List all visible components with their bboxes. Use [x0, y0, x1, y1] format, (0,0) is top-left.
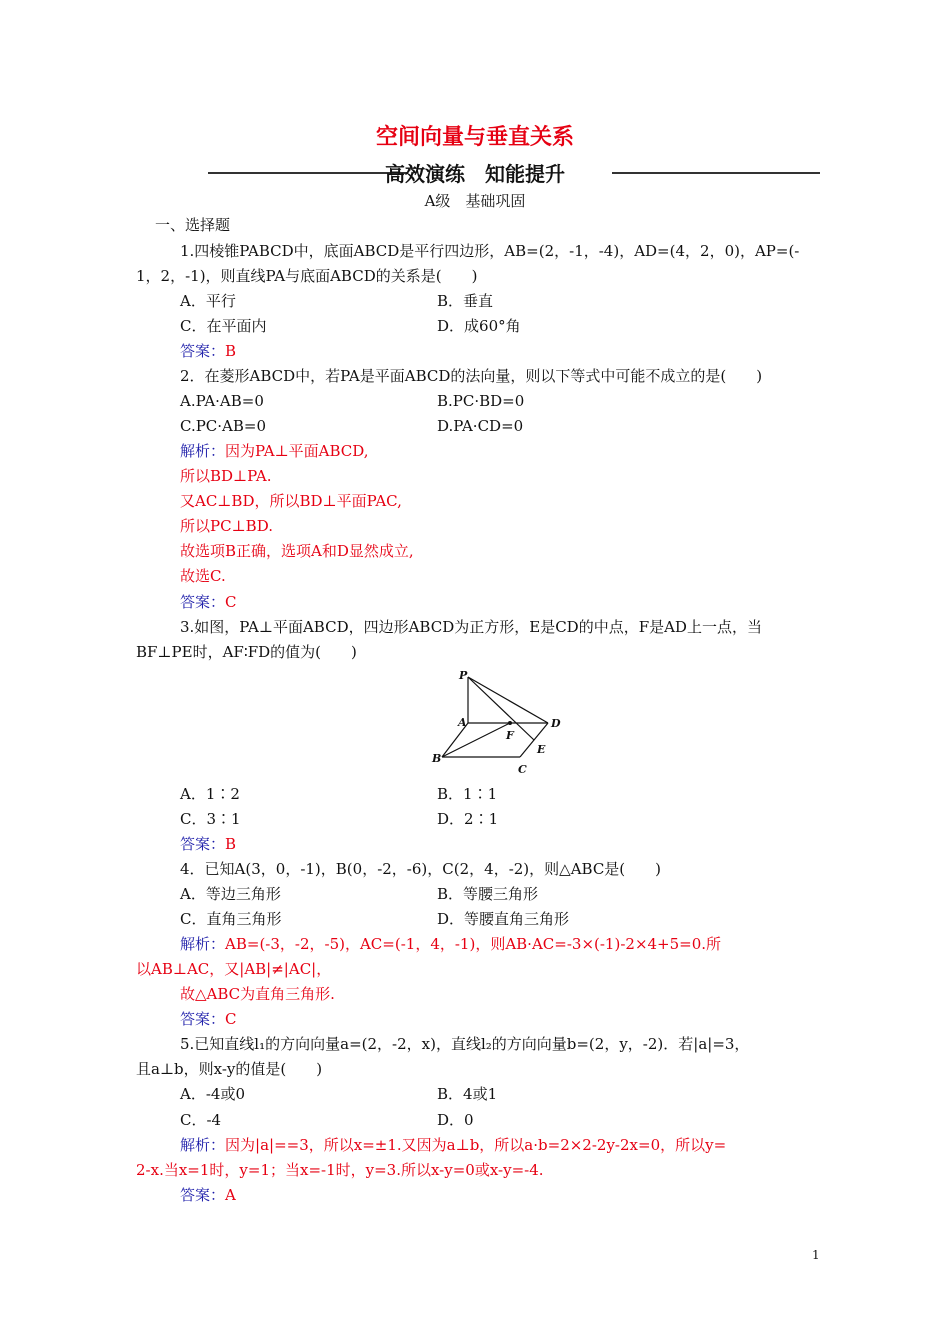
q5-option-a: A．-4或0 — [180, 1085, 245, 1103]
subtitle: 高效演练 知能提升 — [385, 162, 565, 186]
q4-solution-line2: 以AB⊥AC，又|AB|≠|AC|， — [136, 960, 332, 978]
page-title: 空间向量与垂直关系 — [375, 125, 574, 150]
label-F: F — [506, 729, 514, 742]
answer-value: B — [225, 835, 237, 853]
q2-option-a: A.PA·AB=0 — [180, 392, 264, 410]
answer-label: 答案： — [180, 835, 226, 853]
q1-option-b: B．垂直 — [437, 292, 494, 310]
label-A: A — [458, 716, 467, 729]
q4-solution-line1 — [180, 933, 721, 955]
label-P: P — [459, 669, 468, 682]
q1-option-a: A．平行 — [180, 292, 236, 310]
q1-option-d: D．成60°角 — [437, 317, 521, 335]
q5-answer — [180, 1184, 236, 1206]
q2-answer — [180, 591, 237, 613]
q3-stem-line2: BF⊥PE时，AF∶FD的值为( ) — [136, 643, 357, 661]
q1-stem-line1: 1.四棱锥PABCD中，底面ABCD是平行四边形，AB=(2，-1，-4)，AD=(4，2，0)，AP=(- — [180, 242, 800, 260]
solution-text: 因为PA⊥平面ABCD, — [225, 442, 369, 460]
answer-value: B — [225, 342, 237, 360]
q5-stem-line1: 5.已知直线l₁的方向向量a=(2，-2，x)，直线l₂的方向向量b=(2，y，-2)．若|a|=3， — [180, 1035, 750, 1053]
label-E: E — [537, 743, 546, 756]
q4-solution-line3: 故△ABC为直角三角形. — [180, 985, 335, 1003]
q2-option-b: B.PC·BD=0 — [437, 392, 525, 410]
q1-answer — [180, 340, 236, 362]
q4-option-b: B．等腰三角形 — [437, 885, 539, 903]
q3-option-c: C．3∶1 — [180, 810, 241, 828]
q3-stem-line1: 3.如图，PA⊥平面ABCD，四边形ABCD为正方形，E是CD的中点，F是AD上一点，当 — [180, 618, 762, 636]
q5-option-c: C．-4 — [180, 1111, 222, 1129]
segment-PE — [468, 677, 534, 740]
q4-option-a: A．等边三角形 — [180, 885, 281, 903]
q4-option-d: D．等腰直角三角形 — [437, 910, 570, 928]
q5-solution-line2: 2-x.当x=1时，y=1；当x=-1时，y=3.所以x-y=0或x-y=-4. — [136, 1161, 544, 1179]
q2-solution-line1 — [180, 440, 369, 462]
answer-value: A — [225, 1186, 236, 1204]
label-B: B — [432, 752, 442, 765]
q5-stem-line2: 且a⊥b，则x-y的值是( ) — [136, 1060, 323, 1078]
solution-text: 因为|a|==3，所以x=±1.又因为a⊥b，所以a·b=2×2-2y-2x=0，所以y= — [225, 1136, 727, 1154]
q4-option-c: C．直角三角形 — [180, 910, 282, 928]
answer-label: 答案： — [180, 1010, 226, 1028]
q4-stem: 4．已知A(3，0，-1)，B(0，-2，-6)，C(2，4，-2)，则△ABC是( ) — [180, 860, 662, 878]
q2-option-d: D.PA·CD=0 — [437, 417, 524, 435]
q3-answer — [180, 833, 236, 855]
segment-BF — [442, 723, 510, 757]
q2-solution-line3: 又AC⊥BD，所以BD⊥平面PAC, — [180, 492, 402, 510]
q5-option-d: D．0 — [437, 1111, 474, 1129]
solution-label: 解析： — [180, 442, 226, 460]
level-heading: A级 基础巩固 — [424, 192, 526, 210]
edge-PD — [468, 677, 548, 723]
label-C: C — [518, 763, 527, 776]
q2-solution-line6: 故选C. — [180, 567, 226, 585]
q2-solution-line2: 所以BD⊥PA. — [180, 467, 272, 485]
solution-label: 解析： — [180, 1136, 226, 1154]
section-heading: 一、选择题 — [155, 216, 231, 234]
q2-solution-line5: 故选项B正确，选项A和D显然成立, — [180, 542, 414, 560]
q2-option-c: C.PC·AB=0 — [180, 417, 267, 435]
q3-option-d: D．2∶1 — [437, 810, 499, 828]
q5-solution-line1 — [180, 1134, 726, 1156]
solution-label: 解析： — [180, 935, 226, 953]
q4-answer — [180, 1008, 237, 1030]
answer-value: C — [225, 1010, 237, 1028]
point-F — [508, 721, 512, 725]
q5-option-b: B．4或1 — [437, 1085, 498, 1103]
q3-option-a: A．1∶2 — [180, 785, 240, 803]
answer-label: 答案： — [180, 342, 226, 360]
label-D: D — [551, 717, 561, 730]
q3-option-b: B．1∶1 — [437, 785, 498, 803]
q2-solution-line4: 所以PC⊥BD. — [180, 517, 273, 535]
page-number: 1 — [812, 1248, 820, 1262]
solution-text: AB=(-3，-2，-5)，AC=(-1，4，-1)，则AB·AC=-3×(-1)-2×4+5=0.所 — [225, 935, 722, 953]
answer-value: C — [225, 593, 237, 611]
answer-label: 答案： — [180, 593, 226, 611]
pyramid-figure — [420, 665, 570, 780]
q1-stem-line2: 1，2，-1)，则直线PA与底面ABCD的关系是( ) — [136, 267, 478, 285]
answer-label: 答案： — [180, 1186, 226, 1204]
q2-stem: 2．在菱形ABCD中，若PA是平面ABCD的法向量，则以下等式中可能不成立的是( ) — [180, 367, 763, 385]
q1-option-c: C．在平面内 — [180, 317, 267, 335]
